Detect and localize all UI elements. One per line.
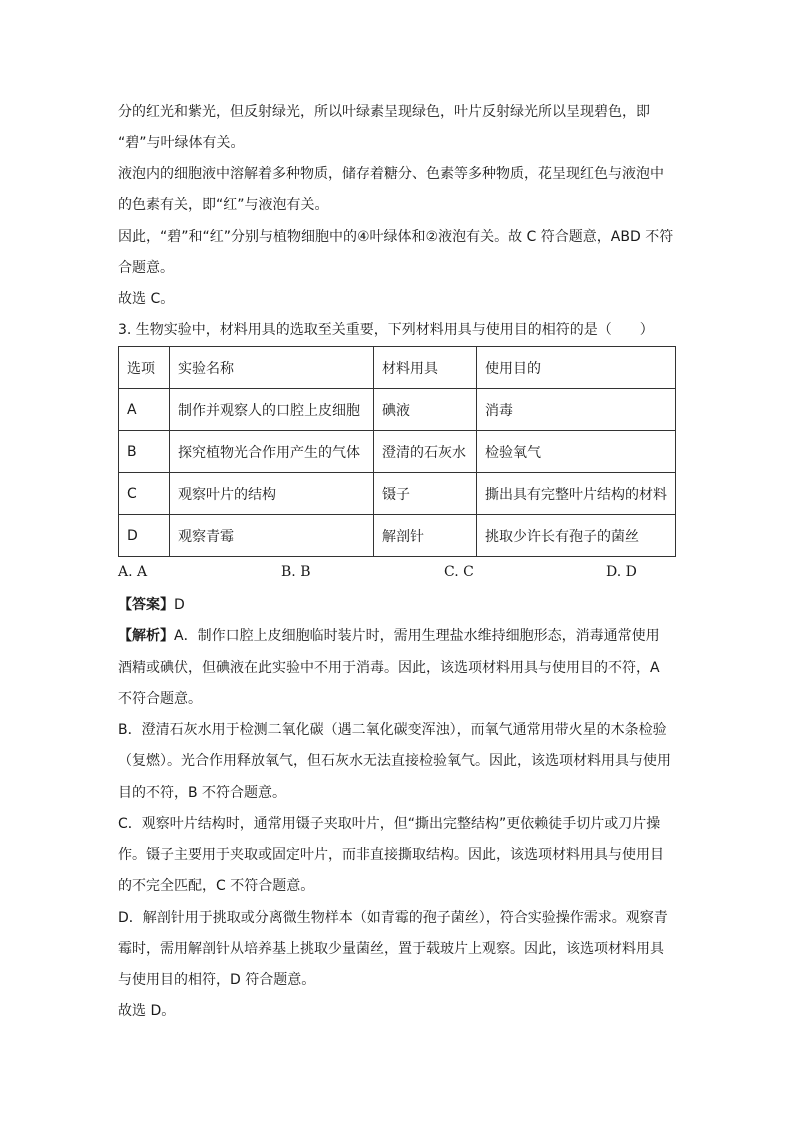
option-d: D. D xyxy=(606,564,637,580)
question-table xyxy=(118,346,676,557)
table-row xyxy=(119,431,676,473)
analysis-line xyxy=(118,626,660,646)
text-line: （复燃）。光合作用释放氧气，但石灰水无法直接检验氧气。因此，该选项材料用具与使用 xyxy=(118,753,671,769)
text-line: 酒精或碘伏，但碘液在此实验中不用于消毒。因此，该选项材料用具与使用目的不符，A xyxy=(118,660,660,676)
table-header-row xyxy=(119,347,676,389)
text-line: 因此，“碧”和“红”分别与植物细胞中的④叶绿体和②液泡有关。故 C 符合题意，ABD 不符 xyxy=(118,229,674,245)
text-line: 合题意。 xyxy=(118,260,174,276)
text-line: D．解剖针用于挑取或分离微生物样本（如青霉的孢子菌丝），符合实验操作需求。观察青 xyxy=(118,910,668,926)
table-cell: 镊子 xyxy=(374,473,477,515)
table-header-cell: 材料用具 xyxy=(374,347,477,389)
text-line: 与使用目的相符，D 符合题意。 xyxy=(118,972,316,988)
table-row xyxy=(119,389,676,431)
analysis-label: 【解析】 xyxy=(118,628,174,644)
text-line: 目的不符，B 不符合题意。 xyxy=(118,785,287,801)
text-line: B．澄清石灰水用于检测二氧化碳（遇二氧化碳变浑浊），而氧气通常用带火星的木条检验 xyxy=(118,722,667,738)
text-line: 分的红光和紫光，但反射绿光，所以叶绿素呈现绿色，叶片反射绿光所以呈现碧色，即 xyxy=(118,104,650,120)
table-header-cell: 实验名称 xyxy=(170,347,374,389)
table-cell: 消毒 xyxy=(477,389,676,431)
table-cell: 观察青霉 xyxy=(170,515,374,557)
table-cell: 探究植物光合作用产生的气体 xyxy=(170,431,374,473)
table-cell: 撕出具有完整叶片结构的材料 xyxy=(477,473,676,515)
analysis-text: A．制作口腔上皮细胞临时装片时，需用生理盐水维持细胞形态，消毒通常使用 xyxy=(174,628,660,644)
option-a: A. A xyxy=(118,564,148,580)
table-row xyxy=(119,515,676,557)
table-cell: C xyxy=(119,473,170,515)
table-cell: 制作并观察人的口腔上皮细胞 xyxy=(170,389,374,431)
table-cell: 澄清的石灰水 xyxy=(374,431,477,473)
text-line: 液泡内的细胞液中溶解着多种物质，储存着糖分、色素等多种物质，花呈现红色与液泡中 xyxy=(118,166,664,182)
answer-label: 【答案】 xyxy=(118,597,174,613)
table-cell: A xyxy=(119,389,170,431)
table-row xyxy=(119,473,676,515)
option-b: B. B xyxy=(281,564,311,580)
text-line: C．观察叶片结构时，通常用镊子夹取叶片，但“撕出完整结构”更依赖徒手切片或刀片操 xyxy=(118,816,661,832)
table-cell: 检验氧气 xyxy=(477,431,676,473)
text-line: “碧”与叶绿体有关。 xyxy=(118,135,245,151)
text-line: 作。镊子主要用于夹取或固定叶片，而非直接撕取结构。因此，该选项材料用具与使用目 xyxy=(118,847,664,863)
table-cell: 解剖针 xyxy=(374,515,477,557)
text-line: 故选 D。 xyxy=(118,1003,176,1019)
question-text: 3. 生物实验中，材料用具的选取至关重要，下列材料用具与使用目的相符的是（ ） xyxy=(118,322,654,338)
table-cell: 观察叶片的结构 xyxy=(170,473,374,515)
text-line: 的色素有关，即“红”与液泡有关。 xyxy=(118,197,329,213)
table-header-cell: 使用目的 xyxy=(477,347,676,389)
text-line: 霉时，需用解剖针从培养基上挑取少量菌丝，置于载玻片上观察。因此，该选项材料用具 xyxy=(118,941,664,957)
text-line: 的不完全匹配，C 不符合题意。 xyxy=(118,878,315,894)
answer-value: D xyxy=(174,597,185,613)
table-header-cell: 选项 xyxy=(119,347,170,389)
answer-line xyxy=(118,595,185,615)
table-cell: 挑取少许长有孢子的菌丝 xyxy=(477,515,676,557)
text-line: 故选 C。 xyxy=(118,291,175,307)
table-cell: B xyxy=(119,431,170,473)
text-line: 不符合题意。 xyxy=(118,691,202,707)
table-cell: D xyxy=(119,515,170,557)
table-cell: 碘液 xyxy=(374,389,477,431)
option-c: C. C xyxy=(444,564,474,580)
